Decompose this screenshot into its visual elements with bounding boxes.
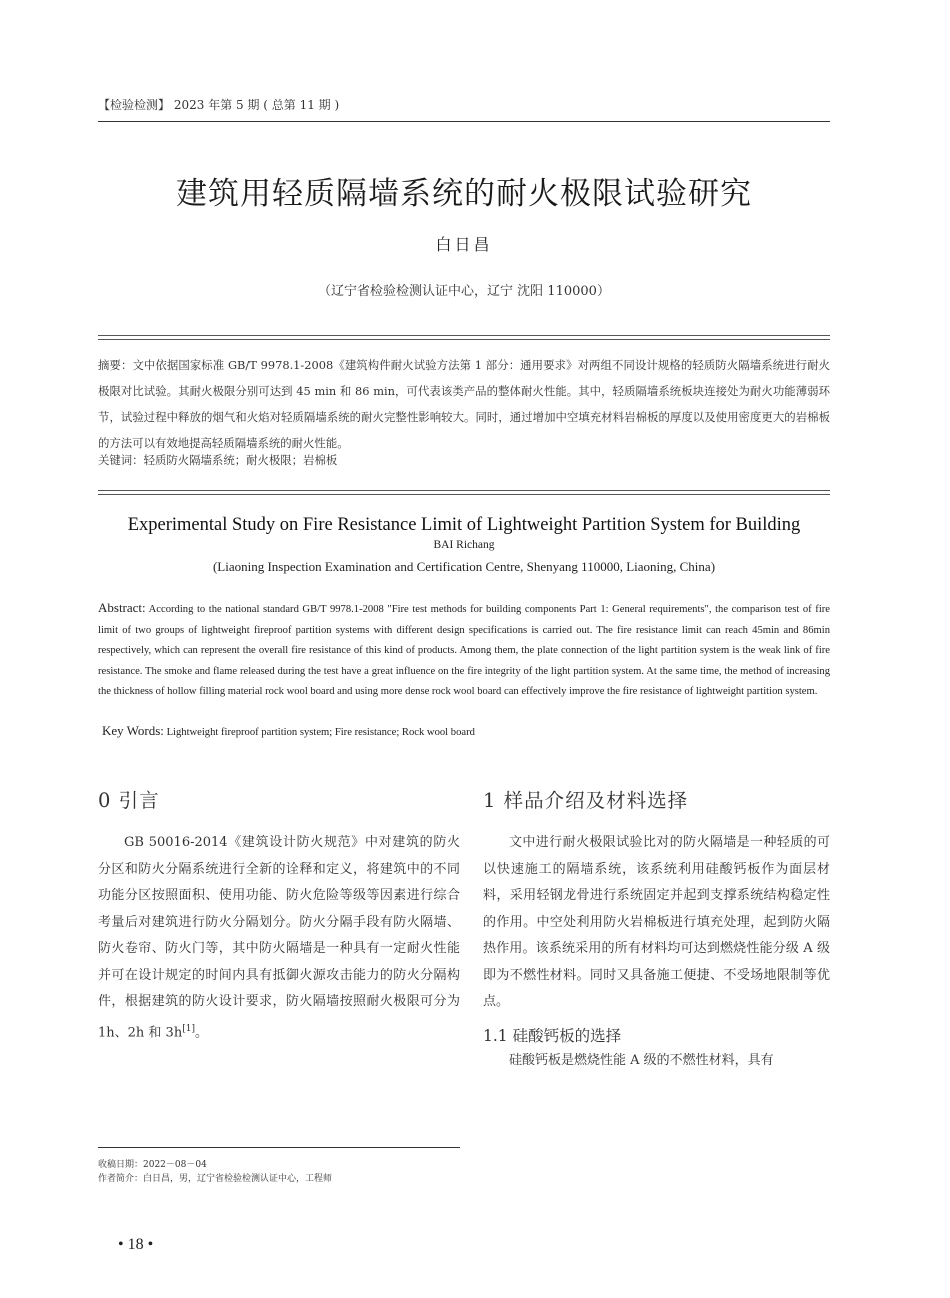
section-1-body [483,830,830,1016]
keywords-cn [98,452,337,468]
section-1-heading: 1 样品介绍及材料选择 [483,789,689,812]
abstract-bottom-rule [98,490,830,495]
abstract-cn-label: 摘要： [98,358,133,372]
abstract-en-text: According to the national standard GB/T 9978.1-2008 "Fire test methods for building components Part 1: General requirements", the comparison test of fire limit of two groups of lightweight fireproof partition systems with different design specifications is carried out. The fire resistance limit can reach 45min and 86min respectively, which can represent the overall fire resistance of this kind of products. Among them, the plate connection of the light partition system is the weak link of fire resistance. The smoke and flame released during the test have a great influence on the fire integrity of the light partition system. At the same time, the method of increasing the thickness of hollow filling material rock wool board and using more dense rock wool board can effectively improve the fire resistance of lightweight partition system. [98,604,830,698]
footnote-author-bio: 作者简介：白日昌，男，辽宁省检验检测认证中心，工程师 [98,1174,333,1184]
section-tag: 【检验检测】 [98,98,171,112]
section-0-paragraph: GB 50016-2014《建筑设计防火规范》中对建筑的防火分区和防火分隔系统进行全新的诠释和定义，将建筑中的不同功能分区按照面积、使用功能、防火危险等级等因素进行综合考量后对建筑进行防火分隔划分。防火分隔手段有防火隔墙、防火卷帘、防火门等，其中防火隔墙是一种具有一定耐火性能并可在设计规定的时间内具有抵御火源攻击能力的防火分隔构件，根据建筑的防火设计要求，防火隔墙按照耐火极限可分为 1h、2h 和 3h [98,835,460,1040]
english-title: Experimental Study on Fire Resistance Limit of Lightweight Partition System for Building [127,515,801,535]
subsection-1-1-paragraph: 硅酸钙板是燃烧性能 A 级的不燃性材料，具有 [509,1053,774,1068]
abstract-cn-text: 文中依据国家标准 GB/T 9978.1-2008《建筑构件耐火试验方法第 1 部分：通用要求》对两组不同设计规格的轻质防火隔墙系统进行耐火极限对比试验。其耐火极限分别可达到 45 min 和 86 min，可代表该类产品的整体耐火性能。其中，轻质隔墙系统板块连接处为耐火功能薄弱环节，试验过程中释放的烟气和火焰对轻质隔墙系统的耐火完整性影响较大。同时，通过增加中空填充材料岩棉板的厚度以及使用密度更大的岩棉板的方法可以有效地提高轻质隔墙系统的耐火性能。 [98,358,830,450]
header-rule [98,121,830,122]
page-number: • 18 • [118,1236,154,1253]
page-title: 建筑用轻质隔墙系统的耐火极限试验研究 [176,176,752,212]
english-author: BAI Richang [433,539,495,551]
affiliation: （辽宁省检验检测认证中心，辽宁 沈阳 110000） [318,284,610,299]
subsection-1-1-body [483,1048,830,1075]
issue-info: 2023 年第 5 期 ( 总第 11 期 ) [173,98,340,112]
subsection-1-1-heading: 1.1 硅酸钙板的选择 [483,1027,622,1045]
keywords-cn-text: 轻质防火隔墙系统；耐火极限；岩棉板 [143,453,338,467]
author-name: 白日昌 [435,235,493,254]
footnote-rule [98,1147,460,1148]
abstract-top-rule [98,335,830,340]
abstract-en-label: Abstract: [98,600,146,615]
keywords-cn-label: 关键词： [98,453,144,467]
section-0-heading: 0 引言 [98,789,160,812]
running-header [98,96,339,113]
keywords-en-text: Lightweight fireproof partition system; Fire resistance; Rock wool board [166,727,475,738]
keywords-en [102,723,475,739]
citation-ref: [1] [182,1023,195,1034]
section-0-end: 。 [194,1024,208,1040]
abstract-en [98,598,830,703]
keywords-en-label: Key Words: [102,723,164,738]
abstract-cn [98,352,830,456]
section-1-paragraph: 文中进行耐火极限试验比对的防火隔墙是一种轻质的可以快速施工的隔墙系统，该系统利用硅酸钙板作为面层材料，采用轻钢龙骨进行系统固定并起到支撑系统结构稳定性的作用。中空处利用防火岩棉板进行填充处理，起到防火隔热作用。该系统采用的所有材料均可达到燃烧性能分级 A 级即为不燃性材料。同时又具备施工便捷、不受场地限制等优点。 [483,835,830,1009]
footnote-received: 收稿日期：2022－08－04 [98,1160,207,1170]
english-affiliation: (Liaoning Inspection Examination and Certification Centre, Shenyang 110000, Liaoning, China) [212,559,716,574]
section-0-body [98,830,460,1046]
